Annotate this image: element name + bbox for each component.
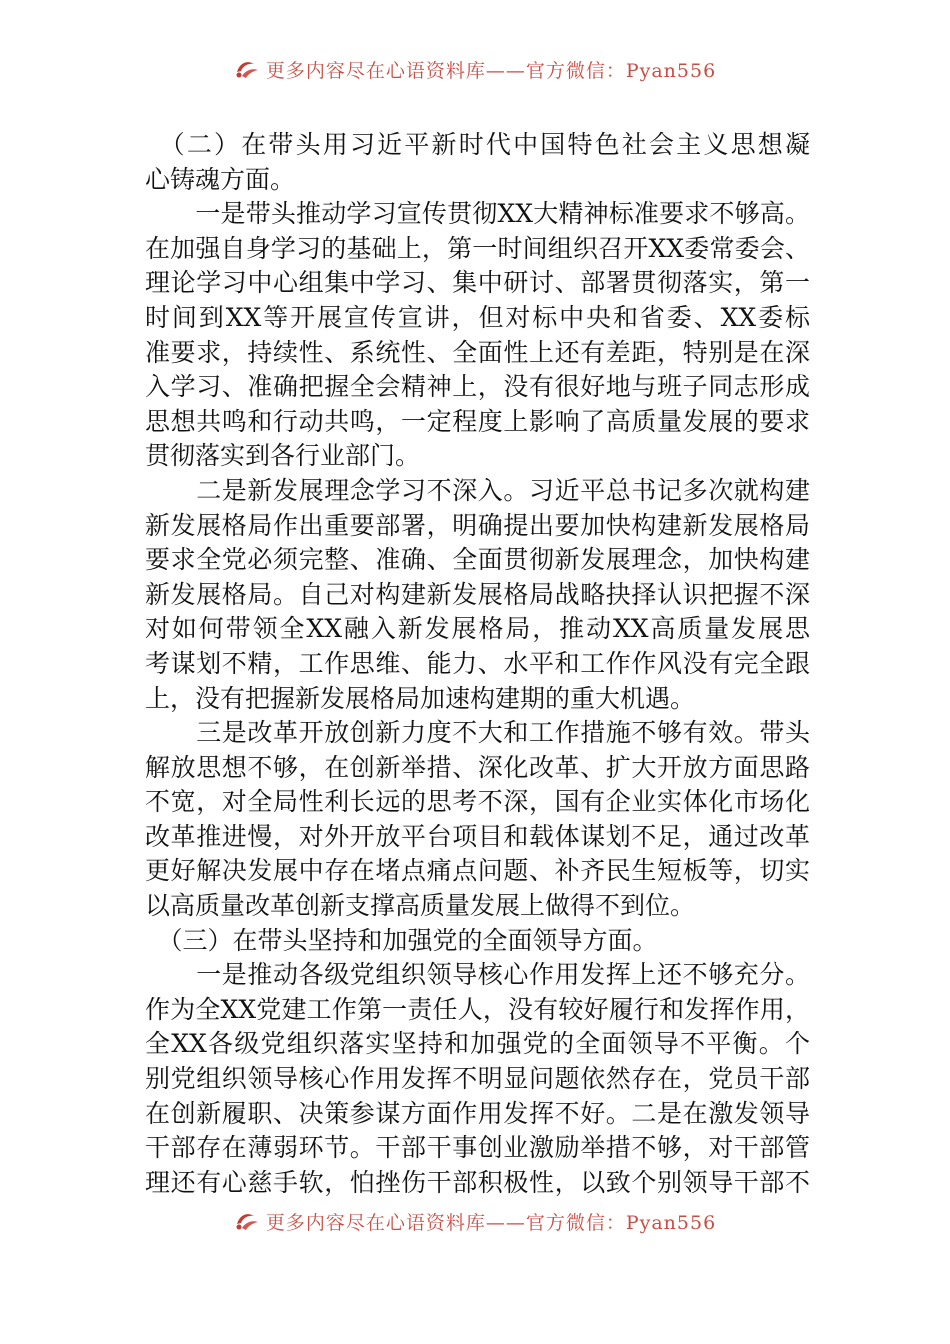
text-line: 新发展格局。自己对构建新发展格局战略抉择认识把握不深	[145, 579, 810, 609]
text-line: 上，没有把握新发展格局加速构建期的重大机遇。	[145, 683, 696, 713]
header-banner-text: 更多内容尽在心语资料库——官方微信：Pyan556	[265, 59, 717, 82]
text-line: 干部存在薄弱环节。干部干事创业激励举措不够，对干部管	[145, 1133, 810, 1163]
text-line: 理论学习中心组集中学习、集中研讨、部署贯彻落实，第一	[145, 268, 810, 298]
text-line: 作为全XX党建工作第一责任人，没有较好履行和发挥作用，	[145, 994, 810, 1024]
text-line: 不宽，对全局性利长远的思考不深，国有企业实体化市场化	[145, 787, 810, 817]
text-line: 二是新发展理念学习不深入。习近平总书记多次就构建	[145, 475, 810, 505]
text-line: 要求全党必须完整、准确、全面贯彻新发展理念，加快构建	[145, 545, 810, 575]
text-line: 考谋划不精，工作思维、能力、水平和工作作风没有完全跟	[145, 648, 810, 678]
text-line: 理还有心慈手软，怕挫伤干部积极性，以致个别领导干部不	[145, 1167, 810, 1197]
text-line: 在创新履职、决策参谋方面作用发挥不好。二是在激发领导	[145, 1098, 810, 1128]
text-line: 准要求，持续性、系统性、全面性上还有差距，特别是在深	[145, 337, 810, 367]
footer-watermark-banner	[0, 1204, 950, 1238]
text-line: 在加强自身学习的基础上，第一时间组织召开XX委常委会、	[145, 233, 810, 263]
text-line: 思想共鸣和行动共鸣，一定程度上影响了高质量发展的要求	[145, 406, 810, 436]
text-line: 更好解决发展中存在堵点痛点问题、补齐民生短板等，切实	[145, 856, 810, 886]
text-line: （三）在带头坚持和加强党的全面领导方面。	[145, 925, 658, 955]
text-line: （二）在带头用习近平新时代中国特色社会主义思想凝	[145, 130, 810, 159]
text-line: 三是改革开放创新力度不大和工作措施不够有效。带头	[145, 718, 810, 748]
text-line: 改革推进慢，对外开放平台项目和载体谋划不足，通过改革	[145, 821, 810, 851]
text-line: 新发展格局作出重要部署，明确提出要加快构建新发展格局	[145, 510, 810, 540]
text-line: 以高质量改革创新支撑高质量发展上做得不到位。	[145, 891, 696, 921]
header-watermark-banner	[0, 52, 950, 86]
text-line: 一是带头推动学习宣传贯彻XX大精神标准要求不够高。	[145, 199, 810, 229]
text-line: 一是推动各级党组织领导核心作用发挥上还不够充分。	[145, 960, 810, 990]
text-line: 解放思想不够，在创新举措、深化改革、扩大开放方面思路	[145, 752, 810, 782]
text-line: 别党组织领导核心作用发挥不明显问题依然存在，党员干部	[145, 1064, 810, 1094]
text-line: 对如何带领全XX融入新发展格局，推动XX高质量发展思	[145, 614, 810, 644]
text-line: 时间到XX等开展宣传宣讲，但对标中央和省委、XX委标	[145, 302, 810, 332]
text-line: 贯彻落实到各行业部门。	[145, 441, 421, 471]
text-line: 心铸魂方面。	[145, 164, 296, 194]
text-line: 全XX各级党组织落实坚持和加强党的全面领导不平衡。个	[145, 1029, 810, 1059]
brand-logo-icon	[234, 58, 260, 80]
document-body	[145, 128, 810, 1200]
footer-banner-text: 更多内容尽在心语资料库——官方微信：Pyan556	[265, 1211, 717, 1234]
text-line: 入学习、准确把握全会精神上，没有很好地与班子同志形成	[145, 372, 810, 402]
brand-logo-icon	[234, 1210, 260, 1232]
